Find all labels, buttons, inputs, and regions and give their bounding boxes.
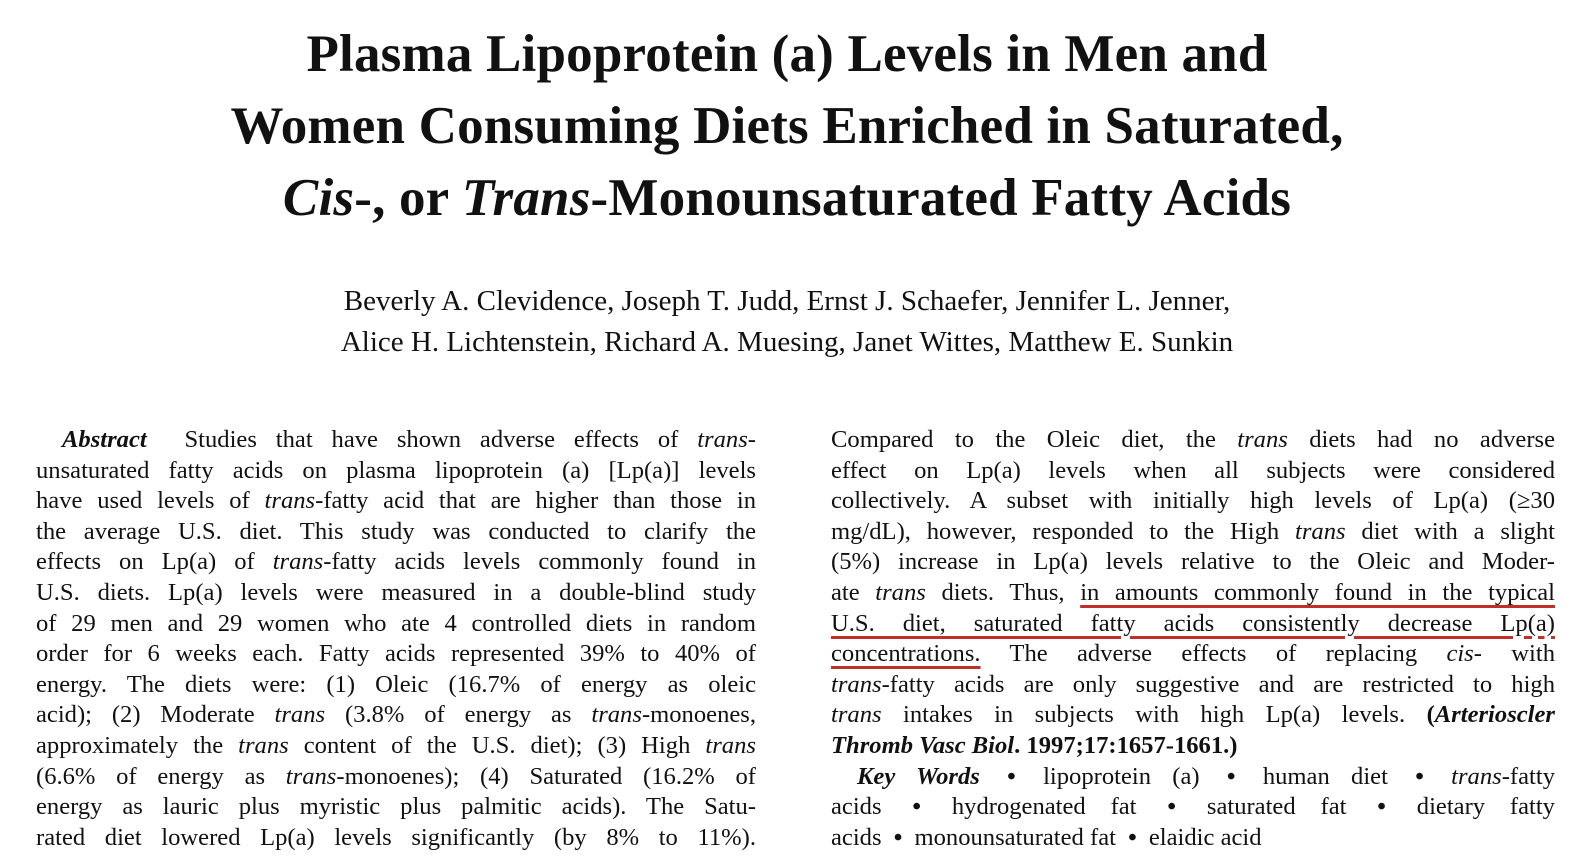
abstract-line: rated diet lowered Lp(a) levels significantly (by 8% to 11%). — [36, 823, 756, 851]
abstract-line: ate trans diets. Thus, in amounts commonly found in the typical — [831, 578, 1555, 606]
abstract-right-column — [831, 425, 1555, 853]
abstract-line: (5%) increase in Lp(a) levels relative to the Oleic and Moder- — [831, 548, 1555, 576]
abstract-line: trans intakes in subjects with high Lp(a) levels. (Arterioscler — [831, 701, 1555, 729]
keywords-line: acids • hydrogenated fat • saturated fat • dietary fatty — [831, 793, 1555, 821]
abstract-label: Abstract — [62, 426, 147, 453]
highlighted-text: in amounts commonly found in the typical — [1080, 578, 1555, 606]
authors-line-1: Beverly A. Clevidence, Joseph T. Judd, Ernst J. Schaefer, Jennifer L. Jenner, — [343, 285, 1231, 317]
keywords-line: Key Words • lipoprotein (a) • human diet • trans-fatty — [857, 762, 1555, 790]
abstract-line: U.S. diets. Lp(a) levels were measured in a double-blind study — [36, 578, 756, 606]
keywords-line: acids • monounsaturated fat • elaidic acid — [831, 823, 1262, 851]
authors-line-2: Alice H. Lichtenstein, Richard A. Muesing, Janet Wittes, Matthew E. Sunkin — [340, 326, 1234, 358]
citation-line: Thromb Vasc Biol. 1997;17:1657-1661.) — [831, 731, 1238, 759]
keywords-label: Key Words — [857, 762, 980, 790]
paper-title — [0, 18, 1574, 234]
title-line-3: Cis-, or Trans-Monounsaturated Fatty Acids — [282, 169, 1292, 227]
abstract-line — [831, 609, 1555, 640]
abstract-line: energy as lauric plus myristic plus palmitic acids). The Satu- — [36, 793, 756, 821]
abstract-line: effect on Lp(a) levels when all subjects were considered — [831, 456, 1555, 484]
abstract-line: Compared to the Oleic diet, the trans diets had no adverse — [831, 426, 1556, 453]
abstract-line: energy. The diets were: (1) Oleic (16.7% of energy as oleic — [36, 670, 756, 698]
abstract-line: collectively. A subset with initially high levels of Lp(a) (≥30 — [831, 487, 1555, 515]
abstract-line: effects on Lp(a) of trans-fatty acids levels commonly found in — [36, 548, 756, 576]
abstract-line: (6.6% of energy as trans-monoenes); (4) Saturated (16.2% of — [36, 762, 756, 790]
abstract-line: concentrations. The adverse effects of replacing cis- with — [831, 640, 1555, 668]
abstract-line: approximately the trans content of the U.S. diet); (3) High trans — [36, 731, 756, 759]
highlighted-text: U.S. diet, saturated fatty acids consistently decrease Lp(a) — [831, 609, 1555, 637]
abstract-left-column — [36, 425, 756, 853]
highlighted-text: concentrations. — [831, 640, 981, 668]
abstract-line: trans-fatty acids are only suggestive and are restricted to high — [831, 670, 1555, 698]
abstract-line: the average U.S. diet. This study was conducted to clarify the — [36, 517, 756, 545]
abstract-line: unsaturated fatty acids on plasma lipoprotein (a) [Lp(a)] levels — [36, 456, 756, 484]
title-line-2: Women Consuming Diets Enriched in Saturated, — [230, 97, 1344, 155]
abstract-line: Abstract Studies that have shown adverse effects of trans- — [62, 426, 756, 453]
abstract-line: acid); (2) Moderate trans (3.8% of energy as trans-monoenes, — [36, 701, 756, 729]
author-list — [0, 281, 1574, 363]
abstract-line: order for 6 weeks each. Fatty acids represented 39% to 40% of — [36, 640, 756, 668]
abstract-line: have used levels of trans-fatty acid that are higher than those in — [36, 487, 757, 515]
abstract-line: mg/dL), however, responded to the High trans diet with a slight — [831, 517, 1555, 545]
abstract-line: of 29 men and 29 women who ate 4 controlled diets in random — [36, 609, 756, 637]
title-line-1: Plasma Lipoprotein (a) Levels in Men and — [306, 25, 1268, 83]
